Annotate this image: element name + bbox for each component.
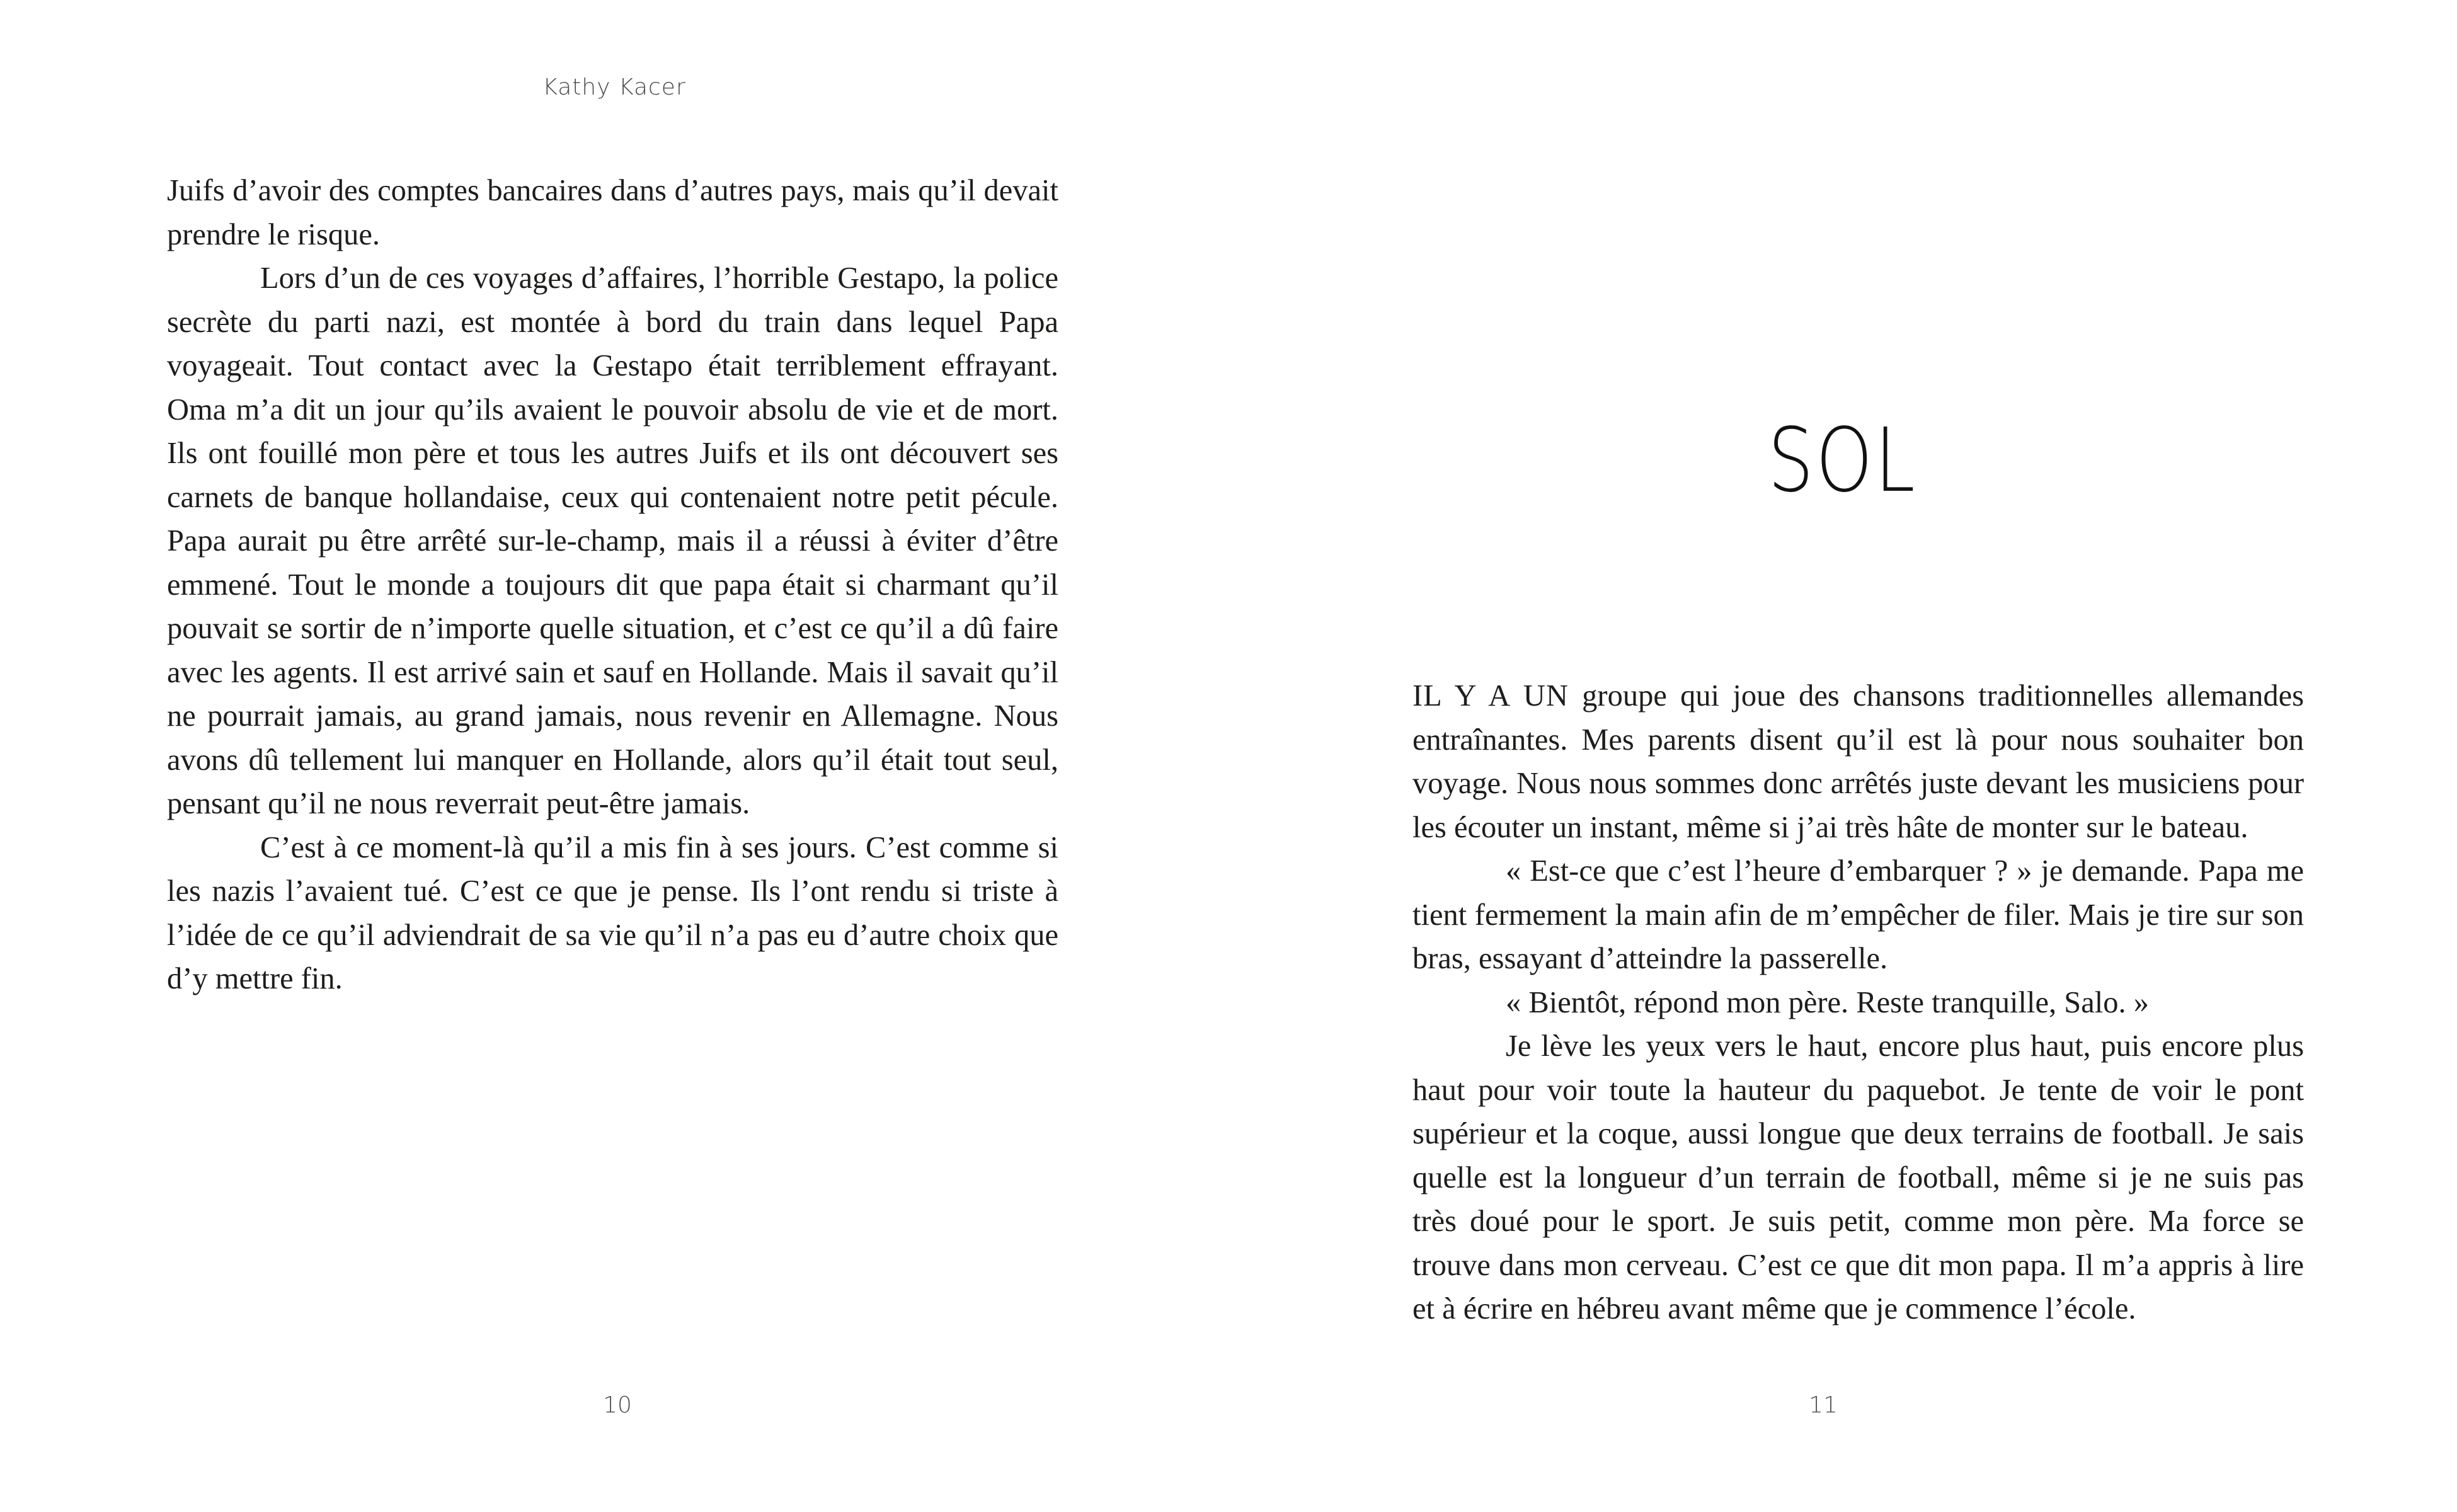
paragraph: Juifs d’avoir des comptes bancaires dans d’autres pays, mais qu’il devait prendre le risque.	[167, 174, 1058, 251]
paragraph: « Bientôt, répond mon père. Reste tranquille, Salo. »	[1506, 985, 2149, 1019]
page-number: 10	[603, 1392, 632, 1418]
chapter-title	[1228, 410, 2457, 512]
paragraph: Lors d’un de ces voyages d’affaires, l’horrible Gestapo, la police secrète du parti nazi, est montée à bord du train dans lequel Papa voyageait. Tout contact avec la Gestapo était terriblement effrayant. Oma m’a dit un jour qu’ils avaient le pouvoir absolu de vie et de mort. Ils ont fouillé mon père et tous les autres Juifs et ils ont découvert ses carnets de banque hollandaise, ceux qui contenaient notre petit pécule. Papa aurait pu être arrêté sur-le-champ, mais il a réussi à éviter d’être emmené. Tout le monde a toujours dit que papa était si charmant qu’il pouvait se sortir de n’importe quelle situation, et c’est ce qu’il a dû faire avec les agents. Il est arrivé sain et sauf en Hollande. Mais il savait qu’il ne pourrait jamais, au grand jamais, nous revenir en Allemagne. Nous avons dû tellement lui manquer en Hollande, alors qu’il était tout seul, pensant qu’il ne nous reverrait peut-être jamais.	[167, 261, 1058, 820]
chapter-title-text: SOL	[1768, 410, 1918, 512]
paragraph: « Est-ce que c’est l’heure d’embarquer ? » je demande. Papa me tient fermement la main afin de m’empêcher de filer. Mais je tire sur son bras, essayant d’atteindre la passerelle.	[1412, 854, 2304, 975]
paragraph	[1412, 674, 2304, 849]
paragraph: C’est à ce moment-là qu’il a mis fin à ses jours. C’est comme si les nazis l’avaient tué. C’est ce que je pense. Ils l’ont rendu si triste à l’idée de ce qu’il adviendrait de sa vie qu’il n’a pas eu d’autre choix que d’y mettre fin.	[167, 830, 1058, 995]
paragraph: Je lève les yeux vers le haut, encore plus haut, puis encore plus haut pour voir toute la hauteur du paquebot. Je tente de voir le pont supérieur et la coque, aussi longue que deux terrains de football. Je sais quelle est la longueur d’un terrain de football, même si je ne suis pas très doué pour le sport. Je suis petit, comme mon père. Ma force se trouve dans mon cerveau. C’est ce que dit mon papa. Il m’a appris à lire et à écrire en hébreu avant même que je commence l’école.	[1412, 1029, 2304, 1326]
paragraph-text: groupe qui joue des chansons traditionnelles allemandes entraînantes. Mes parents disent qu’il est là pour nous souhaiter bon voyage. Nous nous sommes donc arrêtés juste devant les musiciens pour les écouter un instant, même si j’ai très hâte de monter sur le bateau.	[1412, 679, 2304, 844]
running-head-author: Kathy Kacer	[542, 74, 686, 100]
opening-small-caps: IL Y A UN	[1412, 679, 1569, 713]
right-page-body	[1412, 674, 2304, 1331]
left-page	[0, 0, 1228, 1512]
left-page-body	[167, 169, 1058, 1001]
right-page	[1228, 0, 2457, 1512]
page-number: 11	[1809, 1392, 1838, 1418]
